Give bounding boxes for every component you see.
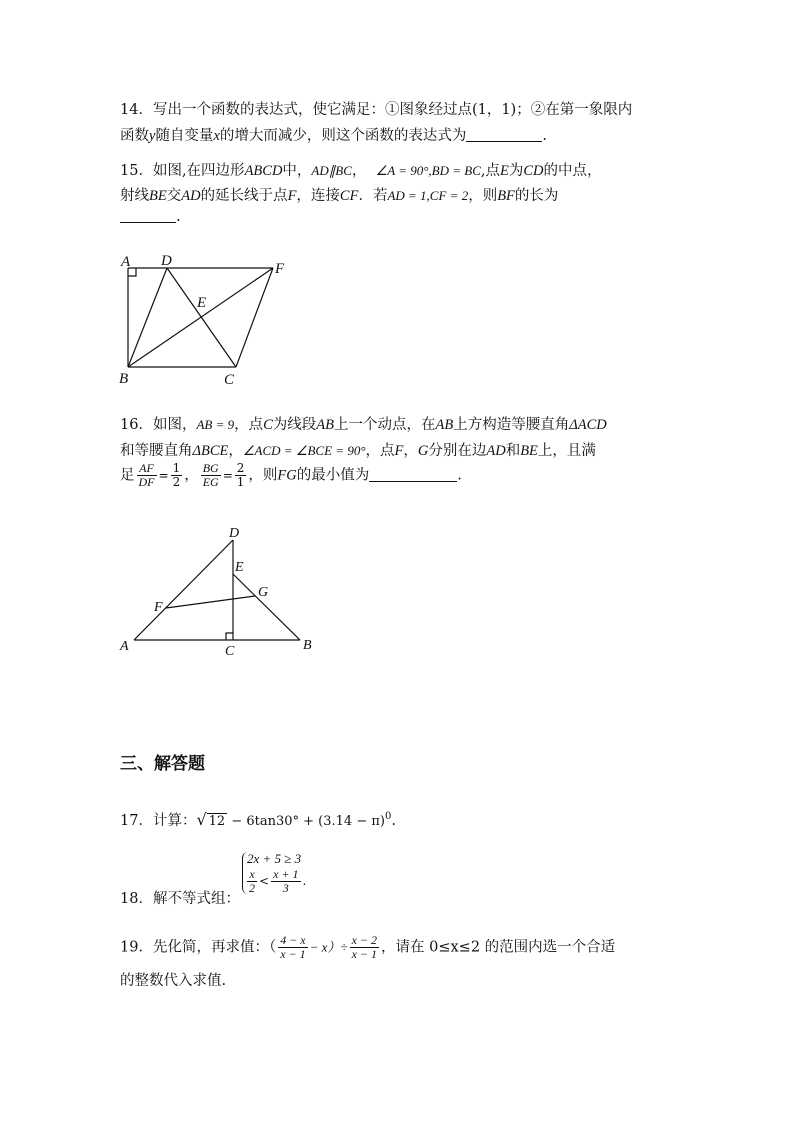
q16-be: BE [520, 443, 538, 459]
q16-frac1-den: DF [138, 475, 155, 489]
q18-lt: < [259, 874, 270, 888]
q16-end: . [457, 467, 462, 484]
fig16-label-A: A [120, 639, 129, 654]
q16-eq2: = [222, 468, 233, 483]
q16-frac1-num: AF [137, 462, 157, 476]
q19-frac2 [350, 934, 379, 961]
fig16-label-B: B [303, 638, 312, 653]
fig15-label-B: B [119, 371, 129, 387]
q15-t13: 的长为 [514, 188, 559, 204]
q16-t3: 为线段 [272, 417, 317, 433]
q16-tri1: ΔACD [569, 417, 607, 433]
q16-frac2-den: 2 [172, 475, 181, 489]
q15-t6: 的中点， [543, 163, 602, 179]
q18-frac1-num: x [247, 868, 257, 882]
figure-15 [110, 245, 300, 390]
q16-tri2: ΔBCE [192, 443, 229, 459]
q16-t4: 上一个动点，在 [334, 417, 436, 433]
q16-frac2-num: 1 [172, 461, 181, 475]
q17-radical-sign: √ [196, 810, 207, 829]
fig15-label-C: C [224, 372, 235, 388]
q19-line2 [120, 969, 226, 990]
q15-abcd: ABCD [244, 163, 283, 179]
q16-t16: 的最小值为 [296, 467, 370, 484]
q19-frac2-num: x − 2 [351, 933, 378, 947]
q16-t14: ， [184, 467, 199, 484]
q18-label: 18．解不等式组： [120, 891, 240, 907]
fig16-right-angle-mark [226, 633, 233, 640]
q15-line1 [120, 159, 602, 180]
q16-f: F [394, 443, 404, 459]
q19-frac1-num: 4 − x [280, 933, 306, 947]
q15-t8: 交 [166, 188, 182, 204]
q16-t7: ， [228, 443, 243, 459]
q16-eq1: = [158, 468, 169, 483]
q16-ad: AD [486, 443, 506, 459]
q15-cd: CD [523, 163, 544, 179]
fig16-label-E: E [235, 560, 244, 575]
fig16-label-C: C [225, 644, 235, 659]
q14-text-2a: 函数 [120, 128, 149, 144]
fig16-label-G: G [258, 585, 269, 600]
q16-t2: ，点 [234, 417, 264, 433]
q15-t3: ， [351, 163, 367, 179]
q16-frac-af-df [137, 462, 157, 489]
q16-t12: 上，且满 [537, 443, 596, 459]
q15-bf: BF [497, 188, 515, 204]
q16-frac4-den: 1 [236, 475, 245, 489]
q17-expression: − 6tan30° + (3.14 − π) [227, 814, 385, 829]
q14-answer-blank[interactable] [466, 127, 542, 142]
q19-frac1 [278, 934, 307, 961]
fig15-segment-BD [128, 268, 167, 367]
q16-t11: 和 [505, 443, 521, 459]
q18-line [120, 887, 240, 908]
q17-exponent: 0 [384, 811, 392, 823]
q16-t8: ，点 [365, 443, 395, 459]
q19-frac1-den: x − 1 [280, 947, 306, 961]
q16-frac-bg-eg [201, 462, 221, 489]
fig16-label-F: F [154, 600, 163, 615]
q16-ab2: AB [435, 417, 454, 433]
q15-t10: ，连接 [296, 188, 340, 204]
q14-text-2c: 的增大而减少，则这个函数的表达式为 [219, 128, 467, 144]
q16-frac-1-2 [171, 462, 183, 489]
q19-frac2-den: x − 1 [351, 947, 378, 961]
fig15-label-E: E [197, 295, 207, 311]
fig15-label-D: D [161, 253, 172, 269]
q19-line1 [120, 934, 615, 961]
q16-g: G [417, 443, 429, 459]
fig15-label-A: A [121, 254, 131, 270]
q15-ad: AD [181, 188, 201, 204]
fig16-segment-EB [233, 574, 300, 640]
fig16-label-D: D [229, 526, 240, 541]
q15-t9: 的延长线于点 [200, 188, 288, 204]
q16-t5: 上方构造等腰直角 [453, 417, 570, 433]
q15-cf: CF [339, 188, 359, 204]
q16-t15: ，则 [248, 467, 278, 484]
q15-t2: 中， [282, 163, 312, 179]
fig15-label-F: F [275, 261, 285, 277]
q18-inequality-2 [247, 868, 306, 895]
q15-t1: 15．如图,在四边形 [120, 163, 245, 179]
q15-cond1: AD∥BC [311, 163, 352, 178]
q15-answer-blank[interactable] [120, 208, 176, 223]
q15-e: E [500, 163, 509, 179]
q15-end: . [176, 209, 181, 225]
q14-line1 [120, 98, 632, 119]
q16-angles: ∠ACD = ∠BCE = 90° [242, 443, 366, 458]
q18-end: . [302, 874, 307, 888]
q16-frac3-den: EG [202, 475, 219, 489]
q14-var-y: y [149, 128, 156, 144]
q19-t2: − x）÷ [309, 939, 348, 955]
q15-line3 [120, 208, 181, 225]
q16-t13: 足 [120, 467, 135, 484]
q15-cond3: AD = 1,CF = 2 [387, 188, 469, 203]
q18-frac1-den: 2 [249, 881, 255, 895]
q16-frac3-num: BG [202, 461, 219, 475]
q15-t4: ,点 [480, 163, 500, 179]
q15-t11: ．若 [358, 188, 388, 204]
section-3-title: 三、解答题 [120, 754, 205, 774]
q15-f: F [287, 188, 297, 204]
q16-line2 [120, 439, 596, 460]
figure-16 [112, 522, 322, 662]
q16-t9: ， [403, 443, 418, 459]
q14-var-x: x [213, 128, 220, 144]
q18-frac2-num: x + 1 [273, 867, 299, 881]
q16-c: C [263, 417, 273, 433]
q17-label: 17．计算： [120, 813, 197, 829]
q14-text-1: 14．写出一个函数的表达式，使它满足：①图象经过点(1，1)；②在第一象限内 [120, 102, 633, 118]
q17-end: . [391, 813, 396, 829]
q16-ab9: AB = 9 [196, 417, 235, 432]
fig16-segment-FG [166, 596, 255, 608]
q14-line2 [120, 124, 547, 145]
q15-be: BE [149, 188, 167, 204]
q18-frac2-den: 3 [282, 881, 289, 895]
q14-end: . [542, 128, 547, 144]
q16-ab: AB [316, 417, 334, 433]
q18-system [247, 850, 306, 895]
fig15-segment-BF [128, 268, 273, 367]
fig16-segment-AD [134, 540, 233, 640]
q19-t3: ，请在 0≤x≤2 的范围内选一个合适 [381, 939, 616, 956]
q14-text-2b: 随自变量 [155, 128, 214, 144]
q16-frac4-num: 2 [236, 461, 245, 475]
q16-t10: 分别在边 [428, 443, 487, 459]
fig15-segment-CF [236, 268, 273, 367]
q17-radicand: 12 [208, 814, 226, 829]
q16-answer-blank[interactable] [369, 467, 457, 482]
q16-t6: 和等腰直角 [120, 443, 193, 459]
q15-t5: 为 [508, 163, 524, 179]
q16-t1: 16．如图， [120, 417, 197, 433]
q16-line1 [120, 413, 607, 434]
q16-fg: FG [277, 467, 297, 484]
q18-inequality-1: 2x + 5 ≥ 3 [247, 851, 302, 866]
q15-line2 [120, 184, 558, 205]
q17-line [120, 809, 396, 830]
q16-line3 [120, 462, 462, 489]
q15-cond2: ∠A = 90°,BD = BC [375, 163, 481, 178]
q15-t12: ，则 [468, 188, 498, 204]
q16-frac-2-1 [235, 462, 247, 489]
q15-t7: 射线 [120, 188, 149, 204]
q19-t4: 的整数代入求值. [120, 973, 227, 989]
q19-t1: 19．先化简，再求值：（ [120, 939, 277, 956]
